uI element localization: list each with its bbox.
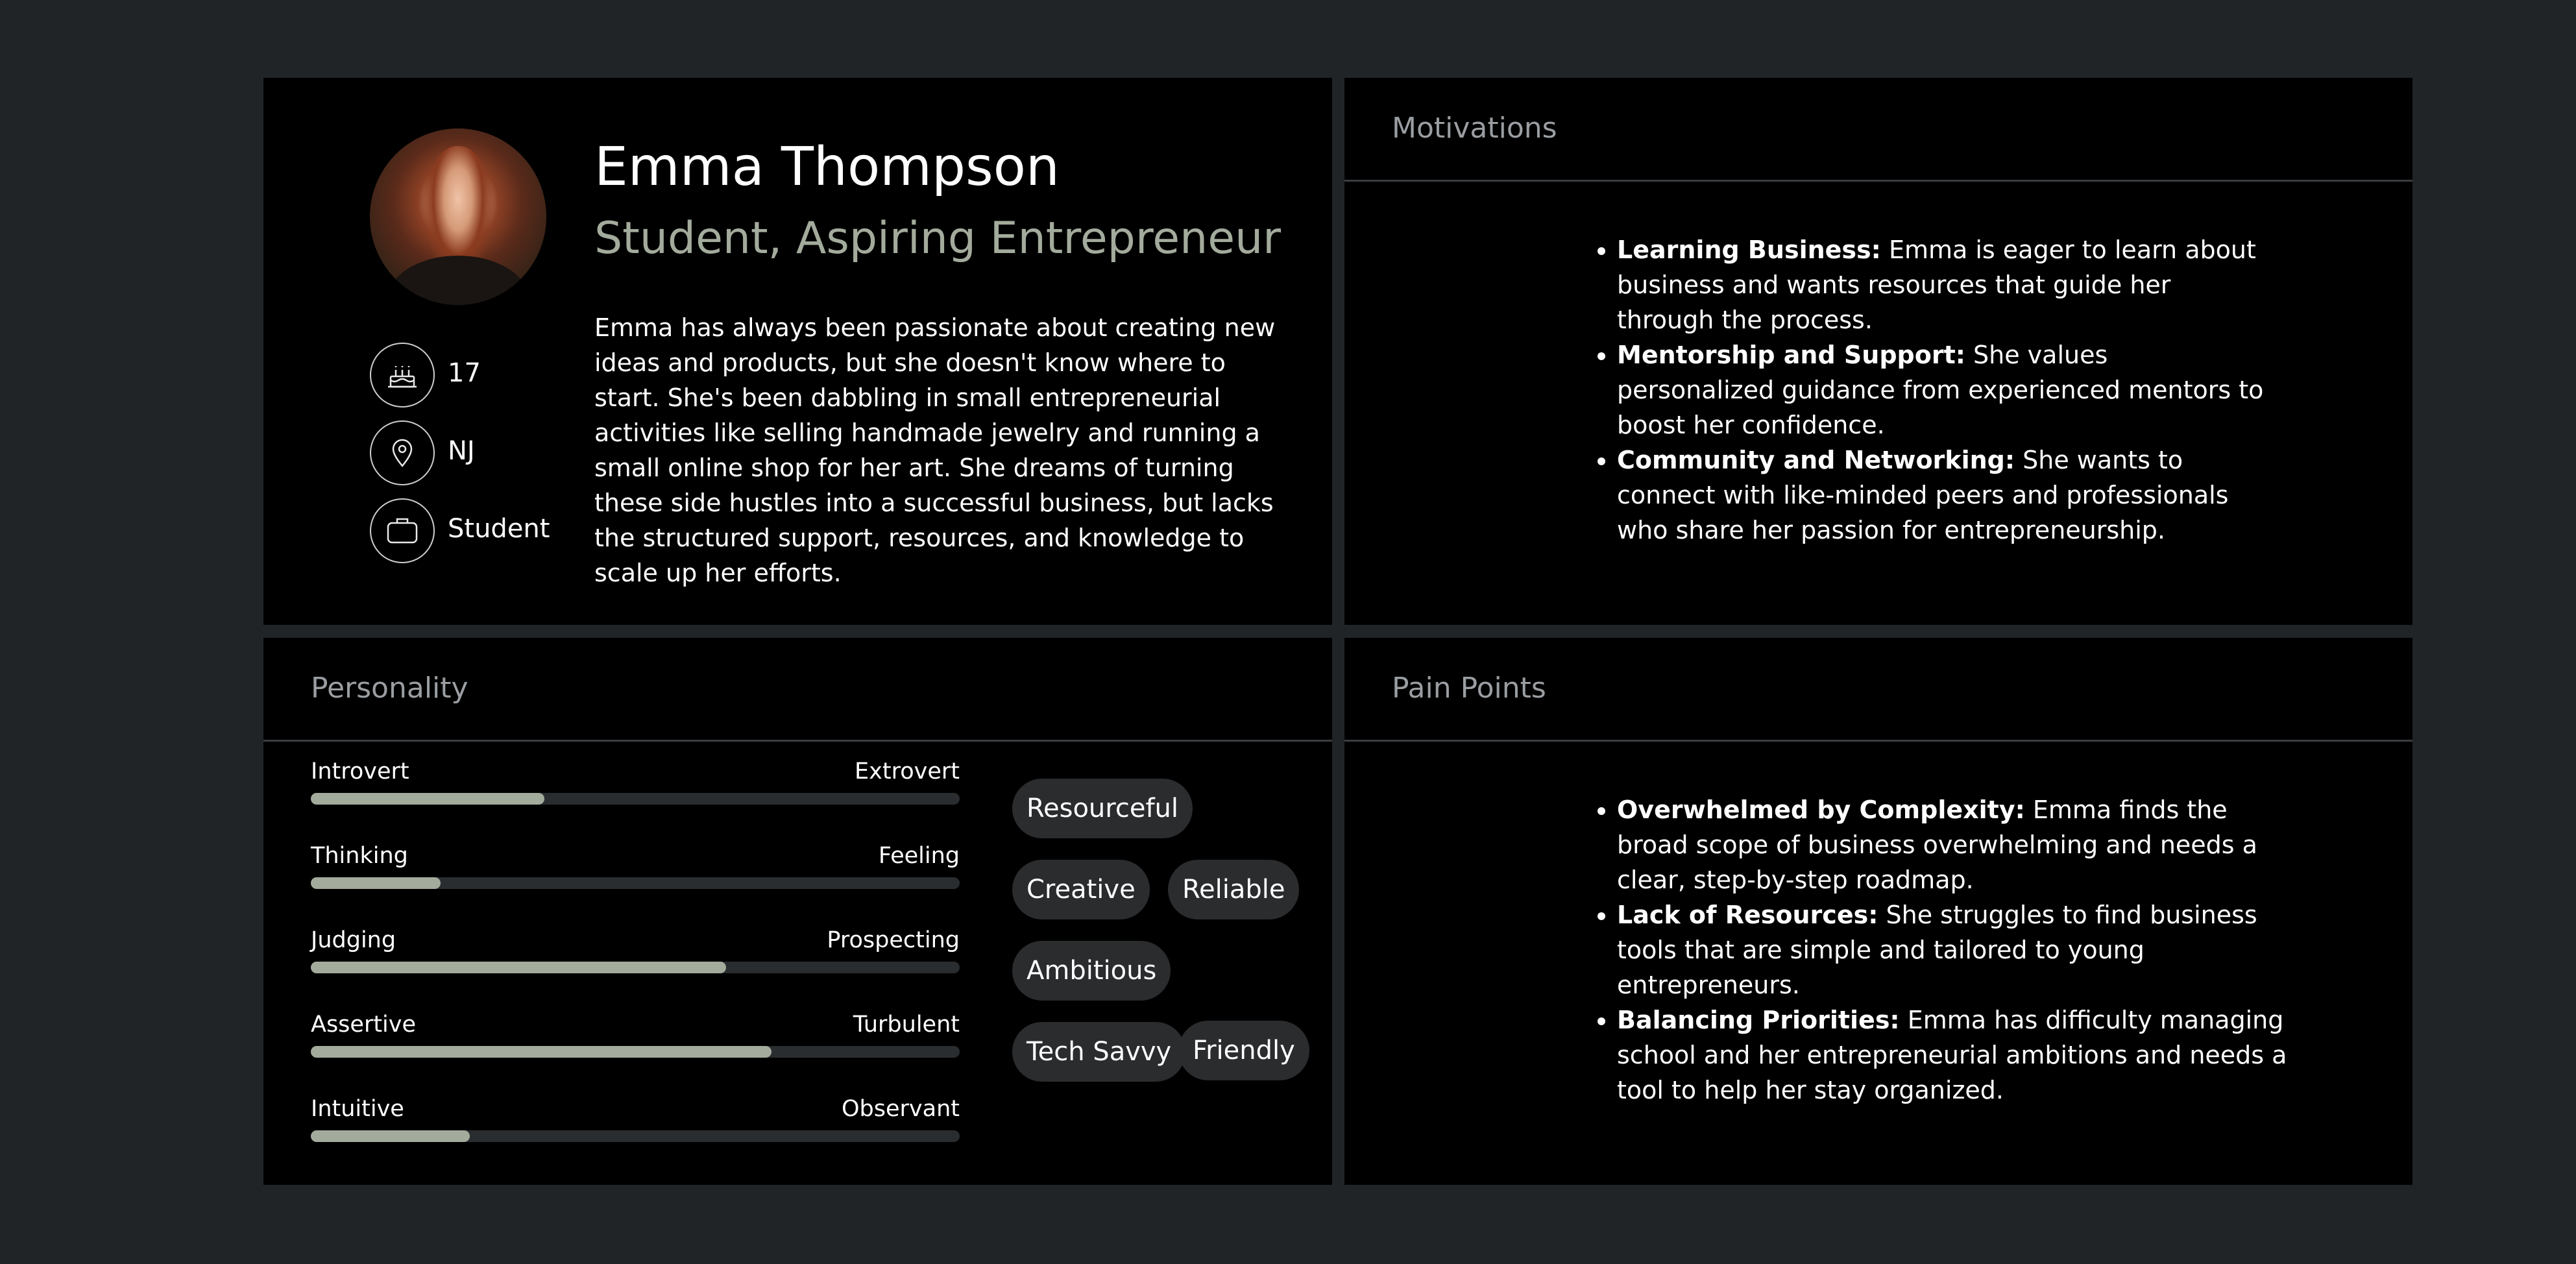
trait-right-label: Turbulent [853, 1012, 960, 1038]
location-pin-icon [370, 420, 435, 485]
list-item [1617, 1003, 2292, 1108]
trait-slider [311, 927, 960, 986]
list-item [1617, 232, 2272, 337]
pain-point-heading: Lack of Resources: [1617, 901, 1878, 929]
briefcase-icon [370, 498, 435, 563]
avatar [370, 128, 546, 305]
tag-chip: Resourceful [1012, 779, 1193, 838]
list-item [1617, 792, 2292, 897]
motivation-heading: Community and Networking: [1617, 446, 2015, 474]
pain-point-text: Emma has difficulty managing school and her entrepreneurial ambitions and needs a tool to help her stay organized. [1617, 1006, 2287, 1104]
persona-bio: Emma has always been passionate about creating new ideas and products, but she doesn't know where to start. She's been dabbling in small entrepreneurial activities like selling handmade jewelry and running a small online shop for her art. She dreams of turning these side hustles into a successful business, but lacks the structured support, resources, and knowledge to scale up her efforts. [594, 313, 1276, 587]
list-item [1617, 897, 2292, 1003]
trait-fill [311, 877, 441, 889]
trait-left-label: Judging [311, 927, 396, 953]
trait-right-label: Prospecting [827, 927, 960, 953]
avatar-shoulders [387, 256, 529, 305]
personality-header [263, 638, 1332, 742]
list-item [1617, 443, 2272, 548]
persona-role: Student, Aspiring Entrepreneur [594, 213, 1282, 264]
trait-fill [311, 962, 726, 973]
tag-chip: Creative [1012, 860, 1150, 919]
pain-point-text: She struggles to find business tools that are simple and tailored to young entrepreneurs. [1617, 901, 2257, 999]
tag-chip: Ambitious [1012, 941, 1171, 1001]
personality-panel [263, 638, 1332, 1185]
trait-fill [311, 793, 544, 805]
pain-points-list [1591, 792, 2292, 1108]
motivations-list [1591, 232, 2272, 548]
fact-occupation-label: Student [448, 514, 550, 544]
trait-slider [311, 759, 960, 817]
trait-fill [311, 1046, 772, 1058]
motivation-text: She wants to connect with like-minded peers and professionals who share her passion for entrepreneurship. [1617, 446, 2229, 544]
tag-chip: Reliable [1168, 860, 1299, 919]
trait-left-label: Assertive [311, 1012, 417, 1038]
tag-chip: Tech Savvy [1012, 1022, 1185, 1082]
motivation-heading: Mentorship and Support: [1617, 341, 1965, 369]
motivations-header [1344, 78, 2412, 182]
trait-right-label: Observant [842, 1096, 960, 1122]
fact-age-label: 17 [448, 358, 481, 388]
fact-location-label: NJ [448, 436, 475, 466]
pain-points-header [1344, 638, 2412, 742]
trait-fill [311, 1130, 470, 1142]
tag-chip: Friendly [1178, 1021, 1309, 1080]
trait-left-label: Introvert [311, 759, 409, 784]
pain-points-panel [1344, 638, 2412, 1185]
list-item [1617, 337, 2272, 443]
trait-right-label: Feeling [878, 843, 960, 869]
motivation-text: Emma is eager to learn about business and wants resources that guide her through the process. [1617, 236, 2256, 334]
motivation-text: She values personalized guidance from experienced mentors to boost her confidence. [1617, 341, 2264, 439]
pain-points-title: Pain Points [1392, 672, 1546, 705]
motivations-panel [1344, 78, 2412, 625]
trait-track [311, 793, 960, 805]
cake-icon [370, 343, 435, 407]
trait-slider [311, 1096, 960, 1154]
trait-left-label: Intuitive [311, 1096, 404, 1122]
trait-right-label: Extrovert [855, 759, 960, 784]
trait-slider [311, 1012, 960, 1070]
trait-left-label: Thinking [311, 843, 408, 869]
pain-point-heading: Overwhelmed by Complexity: [1617, 796, 2025, 824]
trait-track [311, 1130, 960, 1142]
motivation-heading: Learning Business: [1617, 236, 1881, 264]
personality-title: Personality [311, 672, 468, 705]
trait-slider [311, 843, 960, 901]
motivations-title: Motivations [1392, 112, 1557, 145]
pain-point-heading: Balancing Priorities: [1617, 1006, 1900, 1034]
trait-track [311, 877, 960, 889]
pain-point-text: Emma finds the broad scope of business overwhelming and needs a clear, step-by-step roadmap. [1617, 796, 2257, 894]
trait-track [311, 962, 960, 973]
persona-name: Emma Thompson [594, 136, 1060, 198]
profile-panel [263, 78, 1332, 625]
trait-track [311, 1046, 960, 1058]
